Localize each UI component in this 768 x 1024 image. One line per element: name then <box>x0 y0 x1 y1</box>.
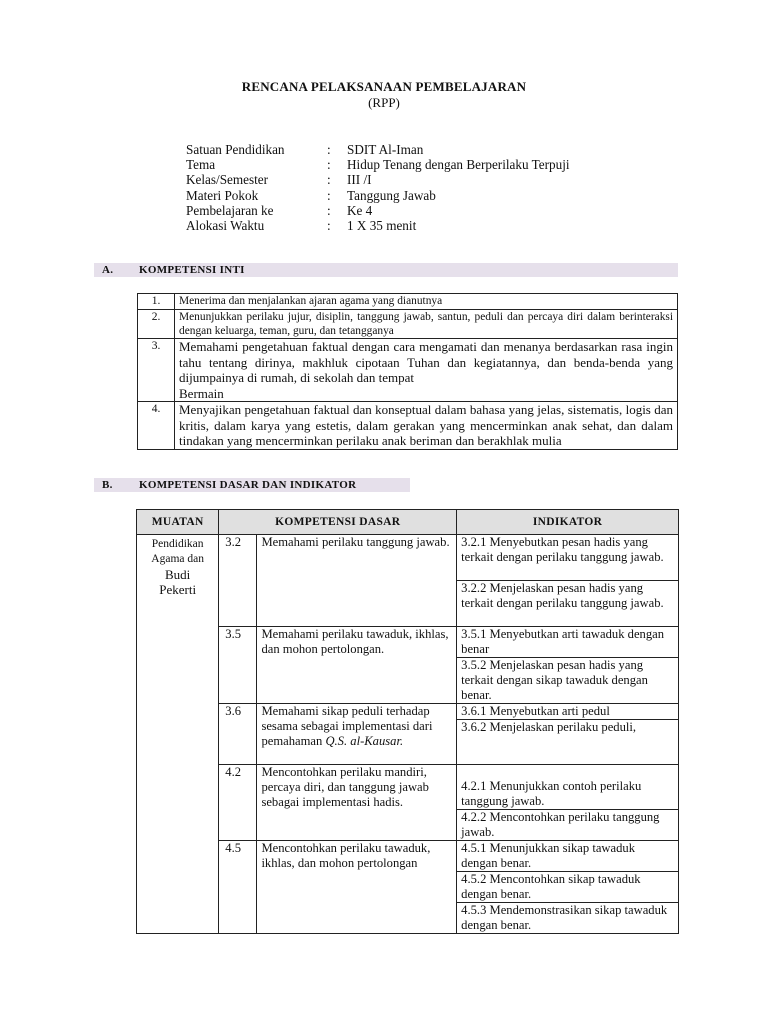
kd-code: 4.2 <box>219 765 257 841</box>
indicator-cell: 3.2.2 Menjelaskan pesan hadis yang terkait dengan perilaku tanggung jawab. <box>457 581 679 627</box>
identity-value: SDIT Al-Iman <box>347 142 424 157</box>
identity-row <box>186 218 570 233</box>
identity-value: 1 X 35 menit <box>347 217 417 233</box>
identity-value: III /I <box>347 172 372 188</box>
table-row <box>138 339 678 402</box>
identity-colon: : <box>327 172 331 188</box>
table-row <box>138 294 678 310</box>
column-header-indikator: INDIKATOR <box>457 510 679 535</box>
document-subtitle: (RPP) <box>368 95 400 110</box>
ki-number: 4. <box>138 402 175 450</box>
indicator-cell: 3.6.1 Menyebutkan arti pedul <box>457 704 679 720</box>
kd-text: Memahami perilaku tanggung jawab. <box>257 535 457 627</box>
identity-colon: : <box>327 187 331 203</box>
identity-row <box>186 142 570 157</box>
kd-code: 3.6 <box>219 704 257 765</box>
ki-number: 3. <box>138 339 175 402</box>
indicator-cell: 3.5.2 Menjelaskan pesan hadis yang terkait dengan sikap tawaduk dengan benar. <box>457 658 679 704</box>
identity-value: Hidup Tenang dengan Berperilaku Terpuji <box>347 157 570 173</box>
section-a-header <box>94 263 678 277</box>
identity-colon: : <box>327 217 331 233</box>
identity-value: Ke 4 <box>347 202 373 218</box>
kd-text-content: Memahami sikap peduli terhadap sesama sebagai implementasi dari pemahaman <box>261 704 433 748</box>
indicator-cell: 3.2.1 Menyebutkan pesan hadis yang terkait dengan perilaku tanggung jawab. <box>457 535 679 581</box>
muatan-line: Agama dan <box>151 553 204 565</box>
identity-key: Alokasi Waktu <box>186 217 265 233</box>
identity-key: Materi Pokok <box>186 187 259 203</box>
identity-key: Tema <box>186 157 216 173</box>
column-header-kd: KOMPETENSI DASAR <box>219 510 457 535</box>
identity-key: Pembelajaran ke <box>186 202 274 218</box>
ki-number: 1. <box>138 294 175 310</box>
identity-row <box>186 172 570 187</box>
kd-text: Memahami perilaku tawaduk, ikhlas, dan mohon pertolongan. <box>257 627 457 704</box>
ki-number: 2. <box>138 310 175 339</box>
kd-code: 3.5 <box>219 627 257 704</box>
muatan-line: Pendidikan <box>151 538 204 550</box>
table-row <box>138 310 678 339</box>
ki-text <box>175 339 678 402</box>
ki-text: Menyajikan pengetahuan faktual dan konseptual dalam bahasa yang jelas, sistematis, logis dan kritis, dalam karya yang estetis, dalam gerakan yang mencerminkan anak sehat, dan dalam tindakan yang mencerminkan perilaku anak beriman dan berakhlak mulia <box>175 402 678 450</box>
ki-text: Menerima dan menjalankan ajaran agama yang dianutnya <box>175 294 678 310</box>
identity-value: Tanggung Jawab <box>347 187 436 203</box>
kompetensi-dasar-table <box>136 509 679 934</box>
table-row <box>138 402 678 450</box>
indicator-cell: 3.6.2 Menjelaskan perilaku peduli, <box>457 720 679 765</box>
kompetensi-inti-table <box>137 293 678 450</box>
identity-colon: : <box>327 142 331 157</box>
identity-row <box>186 157 570 172</box>
section-b-header <box>94 478 410 492</box>
identity-colon: : <box>327 202 331 218</box>
indicator-cell: 4.5.3 Mendemonstrasikan sikap tawaduk dengan benar. <box>457 903 679 934</box>
kd-text: Mencontohkan perilaku mandiri, percaya diri, dan tanggung jawab sebagai implementasi hadis. <box>257 765 457 841</box>
kd-text: Mencontohkan perilaku tawaduk, ikhlas, dan mohon pertolongan <box>257 841 457 934</box>
muatan-line: Pekerti <box>159 582 197 597</box>
identity-key: Kelas/Semester <box>186 172 269 188</box>
indicator-cell: 4.5.1 Menunjukkan sikap tawaduk dengan benar. <box>457 841 679 872</box>
column-header-muatan: MUATAN <box>137 510 219 535</box>
ki-text-extra: Bermain <box>179 385 224 401</box>
kd-code: 4.5 <box>219 841 257 934</box>
identity-row <box>186 203 570 218</box>
section-a-title: KOMPETENSI INTI <box>139 264 245 276</box>
indicator-cell: 4.2.2 Mencontohkan perilaku tanggung jawab. <box>457 810 679 841</box>
ki-text-content: Memahami pengetahuan faktual dengan cara mengamati dan menanya berdasarkan rasa ingin tahu tentang dirinya, makhluk cipotaan Tuhan dan kegiatannya, dan benda-benda yang dijumpainya di rumah, di sekolah dan tempat <box>179 339 673 385</box>
identity-key: Satuan Pendidikan <box>186 142 285 157</box>
identity-block <box>186 142 570 233</box>
muatan-cell <box>137 535 219 934</box>
indicator-cell: 4.5.2 Mencontohkan sikap tawaduk dengan benar. <box>457 872 679 903</box>
document-title: RENCANA PELAKSANAAN PEMBELAJARAN <box>241 79 527 94</box>
table-header-row <box>137 510 679 535</box>
indicator-cell: 4.2.1 Menunjukkan contoh perilaku tanggung jawab. <box>457 765 679 810</box>
identity-colon: : <box>327 157 331 173</box>
indicator-cell: 3.5.1 Menyebutkan arti tawaduk dengan benar <box>457 627 679 658</box>
section-a-letter: A. <box>102 264 114 276</box>
ki-text-content: Menunjukkan perilaku jujur, disiplin, tanggung jawab, santun, peduli dan percaya diri dalam berinteraksi dengan keluarga, teman, guru, dan tetangganya <box>179 311 673 337</box>
section-b-letter: B. <box>102 479 113 491</box>
section-b-title: KOMPETENSI DASAR DAN INDIKATOR <box>139 479 357 491</box>
ki-text <box>175 310 678 339</box>
muatan-line: Budi <box>165 567 191 582</box>
kd-text <box>257 704 457 765</box>
table-row <box>137 535 679 581</box>
kd-text-italic: Q.S. al-Kausar. <box>325 734 404 748</box>
identity-row <box>186 188 570 203</box>
kd-code: 3.2 <box>219 535 257 627</box>
